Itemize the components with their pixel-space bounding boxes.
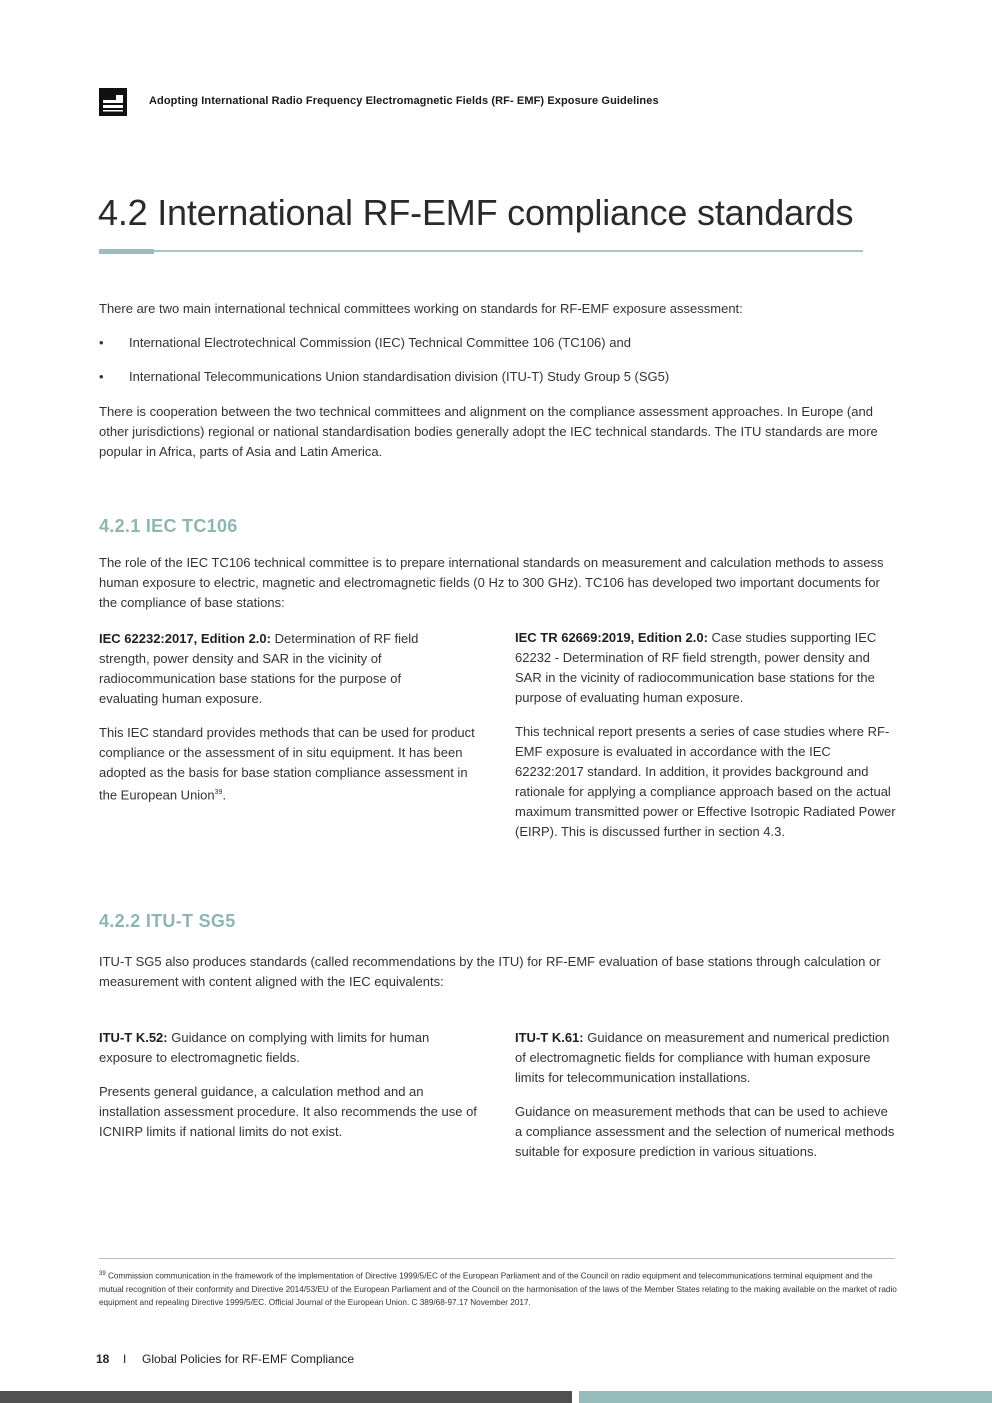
footer-bar-teal bbox=[579, 1391, 992, 1403]
document-logo-icon bbox=[99, 88, 127, 116]
iec-62232-desc: Determination of RF field strength, power density and SAR in the vicinity of radiocommunication base stations for the purpose of evaluating human exposure. bbox=[99, 631, 419, 706]
itu-k52-desc: Guidance on complying with limits for human exposure to electromagnetic fields. bbox=[99, 1030, 430, 1065]
footer-title: Global Policies for RF-EMF Compliance bbox=[142, 1352, 355, 1366]
iec-tr-62669-description bbox=[515, 628, 895, 708]
cooperation-paragraph: There is cooperation between the two technical committees and alignment on the compliance assessment approaches. In Europe (and other jurisdictions) regional or national standardisation bodies generally adopt the IEC technical standards. The ITU standards are more popular in Africa, parts of Asia and Latin America. bbox=[99, 404, 878, 459]
intro-paragraph: There are two main international technical committees working on standards for RF-EMF exposure assessment: bbox=[99, 301, 743, 316]
iec-62232-description bbox=[99, 629, 449, 709]
footnote-ref[interactable]: 39 bbox=[214, 789, 223, 796]
itu-k52-description bbox=[99, 1028, 484, 1068]
iec-tr-62669-body: This technical report presents a series of case studies where RF-EMF exposure is evaluated in accordance with the IEC 62232:2017 standard. In addition, it provides background and rationale for applying a compliance approach based on the actual maximum transmitted power or Effective Isotropic Radiated Power (EIRP). This is discussed further in section 4.3. bbox=[515, 724, 896, 839]
itu-k61-title: ITU-T K.61: bbox=[515, 1030, 584, 1045]
iec-62232-body-end: . bbox=[222, 787, 227, 803]
title-divider-accent bbox=[99, 249, 154, 254]
footnote bbox=[99, 1268, 899, 1309]
itu-k52-body: Presents general guidance, a calculation method and an installation assessment procedure. It also recommends the use of ICNIRP limits if national limits do not exist. bbox=[99, 1084, 477, 1139]
footnote-divider bbox=[99, 1258, 895, 1259]
iec-tr-62669-desc: Case studies supporting IEC 62232 - Determination of RF field strength, power density and SAR in the vicinity of radiocommunication base stations for the purpose of evaluating human exposure. bbox=[515, 630, 877, 705]
itu-k61-body: Guidance on measurement methods that can be used to achieve a compliance assessment and the selection of numerical methods suitable for exposure prediction in various situations. bbox=[515, 1104, 895, 1159]
bullet-icon: • bbox=[99, 369, 104, 384]
itu-heading: 4.2.2 ITU-T SG5 bbox=[99, 911, 236, 931]
footnote-text: Commission communication in the framework of the implementation of Directive 1999/5/EC of the European Parliament and of the Council on radio equipment and telecommunications terminal equipment and the mutual recognition of their conformity and Directive 2014/53/EU of the European Parliament and of the Council on the harmonisation of the laws of the Member States relating to the making available on the market of radio equipment and repealing Directive 1999/5/EC. Official Journal of the European Union. C 389/68-97.17 November 2017. bbox=[99, 1271, 897, 1307]
itu-k61-description bbox=[515, 1028, 897, 1088]
itu-k61-desc: Guidance on measurement and numerical prediction of electromagnetic fields for compliance with human exposure limits for telecommunication installations. bbox=[515, 1030, 890, 1085]
iec-heading: 4.2.1 IEC TC106 bbox=[99, 516, 238, 536]
iec-62232-body-text: This IEC standard provides methods that can be used for product compliance or the assessment of in situ equipment. It has been adopted as the basis for base station compliance assessment in the European Union bbox=[99, 725, 475, 803]
list-item-text: International Electrotechnical Commission (IEC) Technical Committee 106 (TC106) and bbox=[129, 335, 631, 350]
page-title: 4.2 International RF-EMF compliance standards bbox=[98, 192, 854, 233]
page-number: 18 bbox=[96, 1352, 110, 1366]
header-title: Adopting International Radio Frequency Electromagnetic Fields (RF- EMF) Exposure Guidelines bbox=[149, 95, 659, 107]
footer-separator: I bbox=[123, 1352, 127, 1366]
itu-k52-title: ITU-T K.52: bbox=[99, 1030, 168, 1045]
list-item-text: International Telecommunications Union standardisation division (ITU-T) Study Group 5 (SG5) bbox=[129, 369, 670, 384]
iec-intro-paragraph: The role of the IEC TC106 technical committee is to prepare international standards on measurement and calculation methods to assess human exposure to electric, magnetic and electromagnetic fields (0 Hz to 300 GHz). TC106 has developed two important documents for the compliance of base stations: bbox=[99, 555, 884, 610]
footer-bar-dark bbox=[0, 1391, 572, 1403]
bullet-icon: • bbox=[99, 335, 104, 350]
iec-62232-body bbox=[99, 723, 487, 805]
itu-intro-paragraph: ITU-T SG5 also produces standards (called recommendations by the ITU) for RF-EMF evaluation of base stations through calculation or measurement with content aligned with the IEC equivalents: bbox=[99, 954, 881, 989]
footnote-number: 39 bbox=[99, 1271, 106, 1277]
title-divider bbox=[99, 250, 863, 252]
iec-62232-title: IEC 62232:2017, Edition 2.0: bbox=[99, 631, 271, 646]
iec-tr-62669-title: IEC TR 62669:2019, Edition 2.0: bbox=[515, 630, 708, 645]
